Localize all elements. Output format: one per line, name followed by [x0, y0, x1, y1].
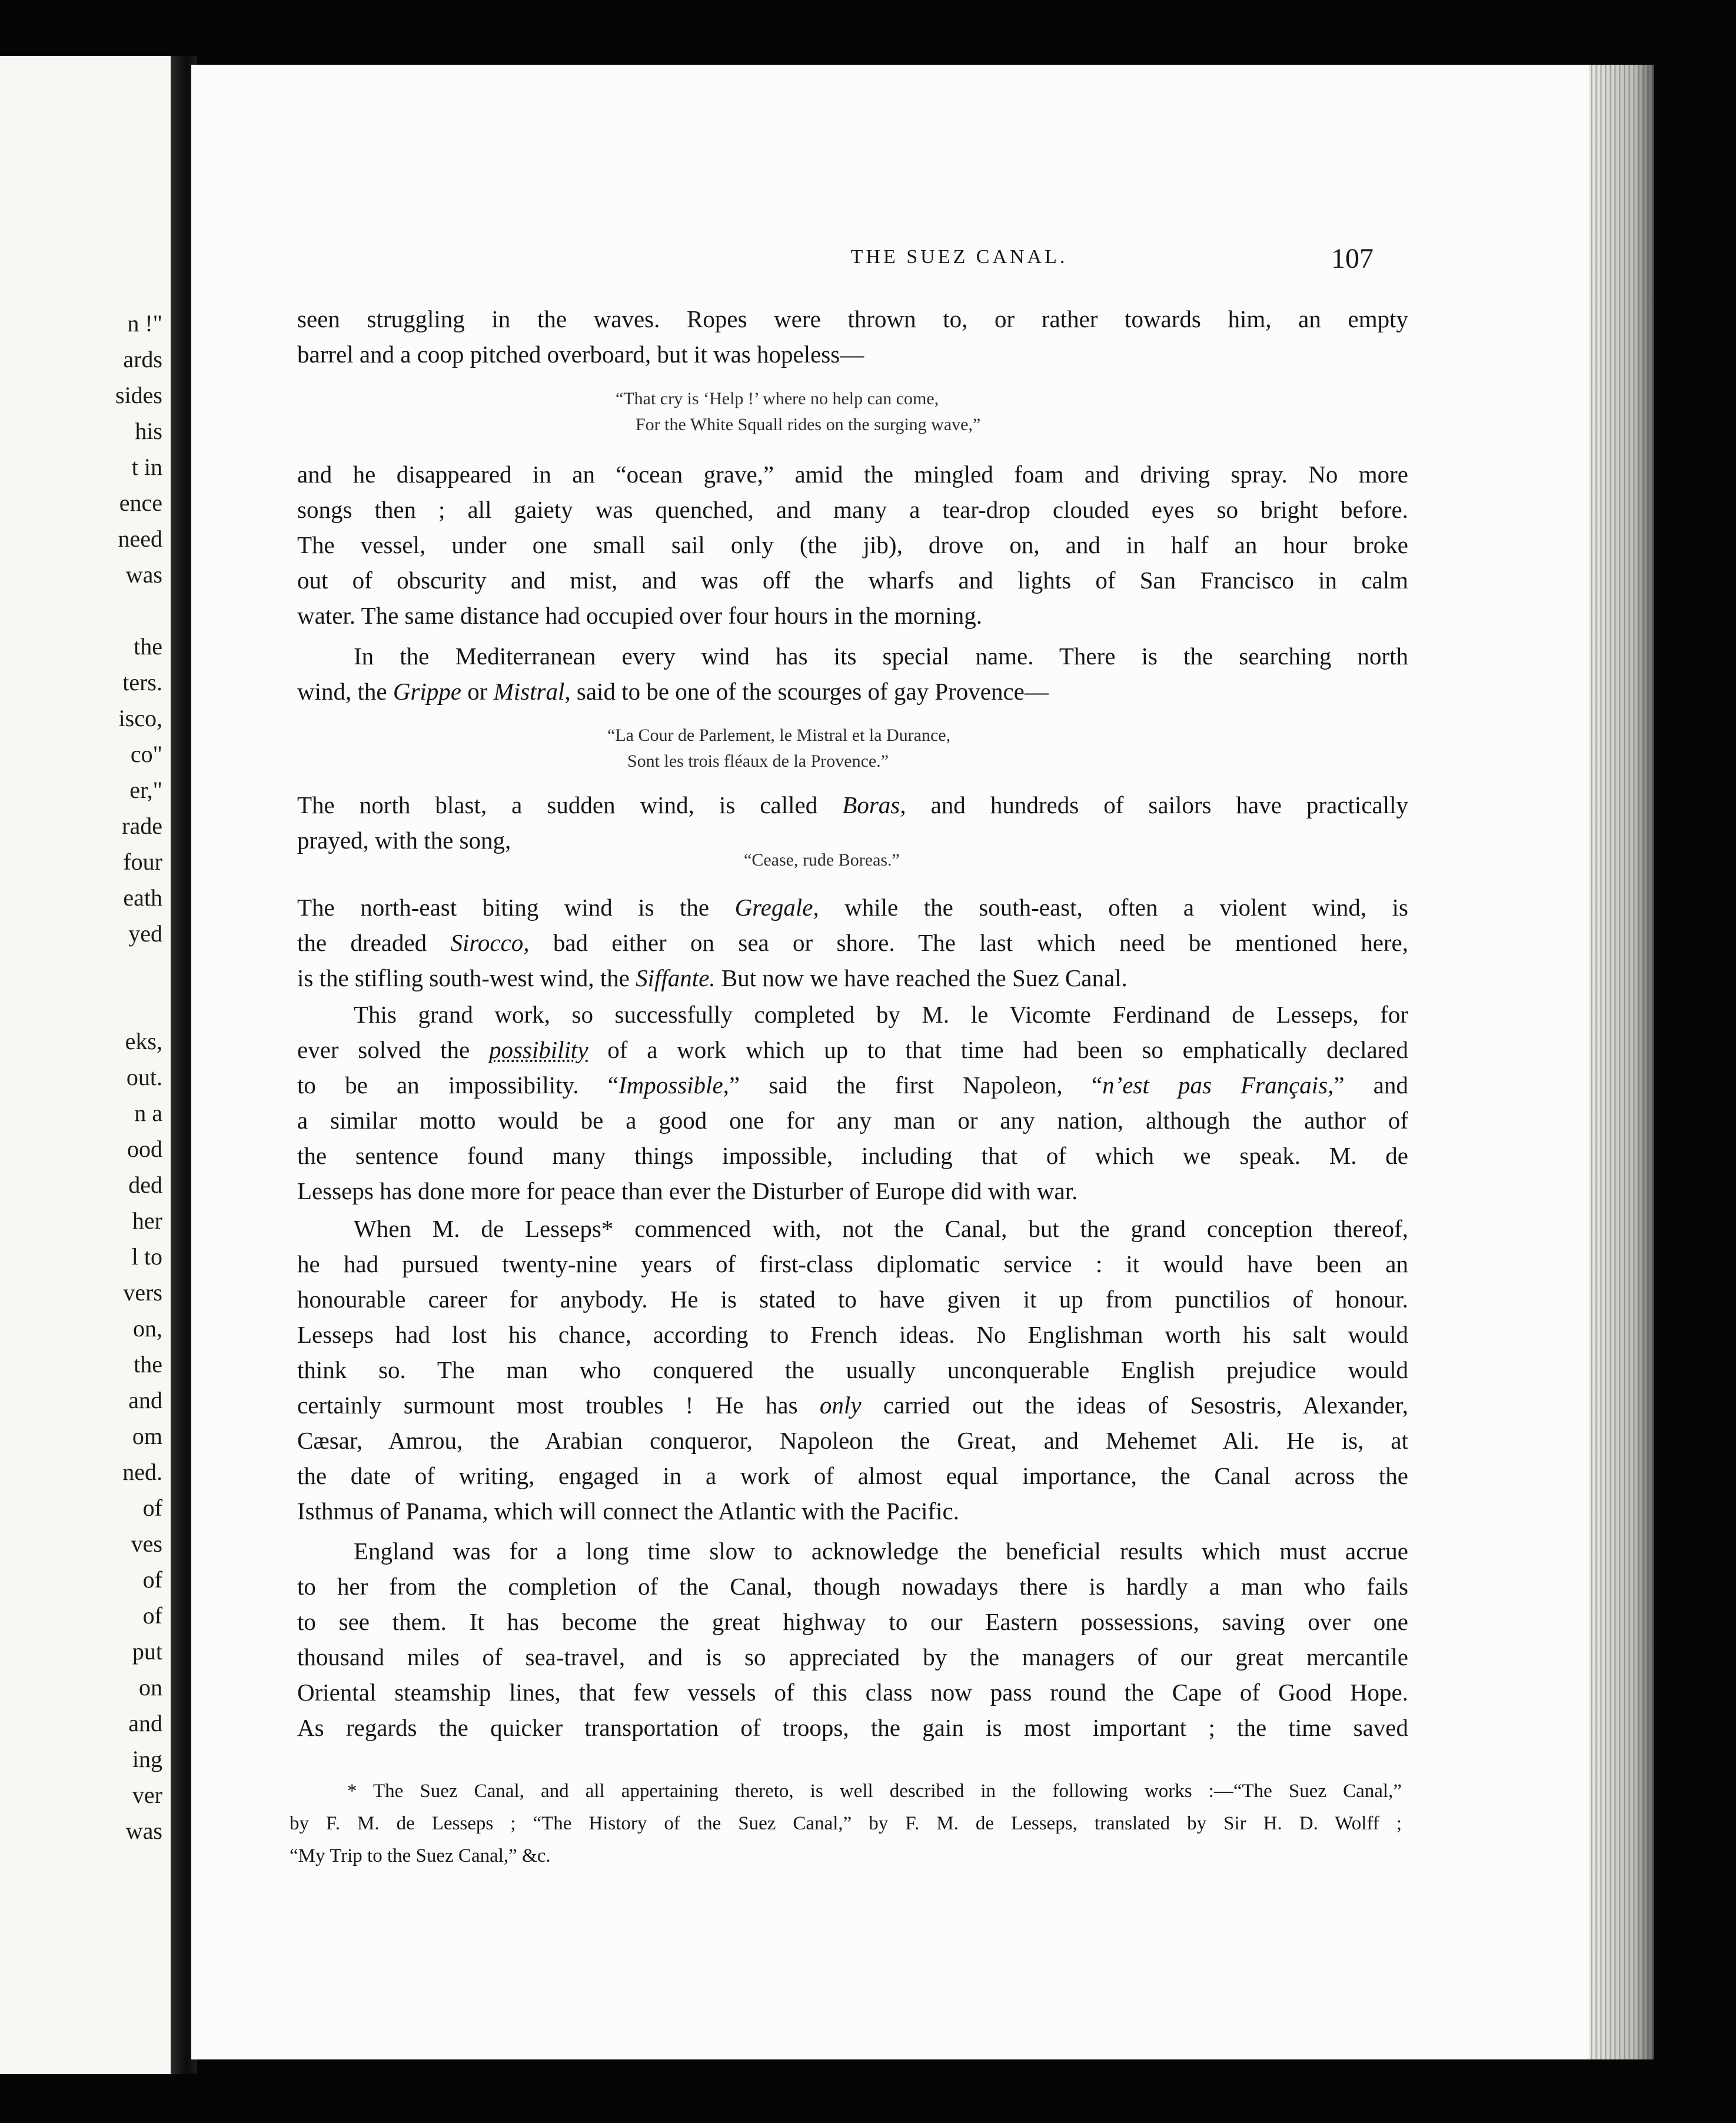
- left-page-fragment: the: [134, 1351, 162, 1377]
- italic-term: Grippe: [393, 678, 461, 705]
- text-run: ever solved the: [297, 1036, 489, 1063]
- text-run: The north blast, a sudden wind, is called: [297, 791, 843, 818]
- text-line: Oriental steamship lines, that few vessels of this class now pass round the Cape of Good Hope.: [297, 1679, 1408, 1706]
- italic-term: Siffante.: [636, 964, 716, 991]
- paragraph-6: [297, 997, 1408, 1209]
- left-page-fragment: of: [142, 1602, 162, 1629]
- left-page-fragment: ded: [128, 1172, 162, 1198]
- left-page-fragment: his: [135, 418, 162, 444]
- left-page-fragment: ards: [123, 346, 162, 372]
- text-line: [297, 890, 1408, 925]
- left-page-fragment: was: [125, 1818, 162, 1844]
- left-page-fragment: ters.: [122, 669, 162, 696]
- left-page-fragment: ver: [132, 1782, 162, 1808]
- text-line: barrel and a coop pitched overboard, but it was hopeless—: [297, 341, 864, 368]
- italic-term: Impossible,: [618, 1072, 729, 1099]
- left-page-fragment: sides: [115, 382, 162, 408]
- left-page-fragment: was: [125, 561, 162, 588]
- text-run: to be an impossibility. “: [297, 1072, 618, 1099]
- left-page-fragment: isco,: [118, 705, 162, 731]
- left-page-fragment: eks,: [125, 1028, 162, 1054]
- footnote-line: “My Trip to the Suez Canal,” &c.: [290, 1845, 551, 1866]
- text-run: or: [461, 678, 494, 705]
- text-line: he had pursued twenty-nine years of first-class diplomatic service : it would have been an: [297, 1250, 1408, 1277]
- text-line: prayed, with the song,: [297, 827, 511, 854]
- left-page-fragment: yed: [128, 920, 162, 947]
- left-page-fragment: ing: [132, 1746, 162, 1772]
- page-number: 107: [1331, 243, 1373, 274]
- text-line: and he disappeared in an “ocean grave,” amid the mingled foam and driving spray. No more: [297, 461, 1408, 488]
- text-line: the sentence found many things impossible, including that of which we speak. M. de: [297, 1142, 1408, 1169]
- text-line: [297, 925, 1408, 960]
- running-head: THE SUEZ CANAL.: [850, 246, 1068, 268]
- left-facing-page: [0, 56, 171, 2074]
- text-run: ” said the first Napoleon, “: [729, 1072, 1103, 1099]
- left-page-fragment: of: [142, 1566, 162, 1593]
- left-page-fragment: the: [134, 633, 162, 660]
- text-line: [297, 1387, 1408, 1423]
- italic-term: possibility: [488, 1036, 588, 1063]
- paragraph-8: [297, 1533, 1408, 1745]
- footnote-line: by F. M. de Lesseps ; “The History of the Suez Canal,” by F. M. de Lesseps, translated by Sir H. D. Wolff ;: [290, 1813, 1402, 1834]
- paragraph-7: [297, 1211, 1408, 1529]
- text-line: a similar motto would be a good one for any man or any nation, although the author of: [297, 1107, 1408, 1134]
- left-page-fragment: on,: [133, 1315, 162, 1342]
- left-page-fragment: put: [132, 1638, 162, 1665]
- paragraph-1: [297, 301, 1408, 372]
- left-page-fragment: rade: [122, 813, 162, 839]
- left-page-fragment: eath: [123, 884, 162, 911]
- left-page-fragment: vers: [123, 1279, 162, 1306]
- text-line: In the Mediterranean every wind has its special name. There is the searching north: [354, 643, 1408, 670]
- left-page-fragment: er,": [129, 777, 162, 803]
- text-run: wind, the: [297, 678, 393, 705]
- text-line: to her from the completion of the Canal, though nowadays there is hardly a man who fails: [297, 1573, 1408, 1600]
- paragraph-2: [297, 457, 1408, 633]
- text-run: certainly surmount most troubles ! He has: [297, 1392, 820, 1419]
- text-line: Isthmus of Panama, which will connect the Atlantic with the Pacific.: [297, 1498, 959, 1525]
- left-page-fragment: four: [123, 848, 162, 875]
- text-line: When M. de Lesseps* commenced with, not the Canal, but the grand conception thereof,: [354, 1215, 1408, 1242]
- text-line: This grand work, so successfully completed by M. le Vicomte Ferdinand de Lesseps, for: [354, 1001, 1408, 1028]
- left-page-fragment: ned.: [122, 1459, 162, 1485]
- text-line: [297, 1067, 1408, 1103]
- text-line: [297, 674, 1408, 709]
- verse-line: For the White Squall rides on the surging wave,”: [636, 415, 981, 434]
- text-run: said to be one of the scourges of gay Provence—: [570, 678, 1049, 705]
- left-page-fragment: n !": [127, 310, 162, 337]
- text-run: while the south-east, often a violent wind, is: [819, 894, 1408, 921]
- text-run: the dreaded: [297, 929, 451, 956]
- text-run: ” and: [1333, 1072, 1408, 1099]
- footnote-line: * The Suez Canal, and all appertaining thereto, is well described in the following works :—“The Suez Canal,”: [347, 1781, 1402, 1802]
- text-line: As regards the quicker transportation of troops, the gain is most important ; the time saved: [297, 1714, 1408, 1741]
- text-run: carried out the ideas of Sesostris, Alexander,: [861, 1392, 1408, 1419]
- text-run: and hundreds of sailors have practically: [906, 791, 1408, 818]
- text-line: The vessel, under one small sail only (the jib), drove on, and in half an hour broke: [297, 531, 1408, 558]
- left-page-fragment: and: [128, 1387, 162, 1413]
- left-page-fragment: co": [130, 741, 162, 767]
- paragraph-3: [297, 638, 1408, 709]
- text-line: Lesseps has done more for peace than ever the Disturber of Europe did with war.: [297, 1177, 1078, 1204]
- left-page-fragment: ood: [127, 1136, 162, 1162]
- left-page-fragment: ence: [119, 490, 162, 516]
- left-page-fragment: her: [132, 1207, 162, 1234]
- left-page-fragment: om: [132, 1423, 162, 1449]
- text-run: of a work which up to that time had been so emphatically declared: [588, 1036, 1409, 1063]
- text-line: England was for a long time slow to acknowledge the beneficial results which must accrue: [354, 1538, 1408, 1565]
- text-run: bad either on sea or shore. The last which need be mentioned here,: [529, 929, 1409, 956]
- italic-term: Sirocco,: [450, 929, 530, 956]
- left-page-fragment: on: [139, 1674, 162, 1701]
- text-line: Lesseps had lost his chance, according to French ideas. No Englishman worth his salt would: [297, 1321, 1408, 1348]
- text-line: think so. The man who conquered the usually unconquerable English prejudice would: [297, 1356, 1408, 1383]
- verse-quote-2: [607, 723, 950, 774]
- left-page-fragment: t in: [131, 454, 162, 480]
- text-line: songs then ; all gaiety was quenched, and many a tear-drop clouded eyes so bright before.: [297, 496, 1408, 523]
- italic-term: Mistral,: [493, 678, 571, 705]
- italic-term: only: [819, 1392, 862, 1419]
- left-page-fragment: out.: [126, 1064, 162, 1090]
- text-line: the date of writing, engaged in a work of almost equal importance, the Canal across the: [297, 1462, 1408, 1489]
- paragraph-5: [297, 890, 1408, 996]
- text-line: [297, 787, 1408, 823]
- left-page-fragment: ves: [131, 1530, 162, 1557]
- text-line: water. The same distance had occupied over four hours in the morning.: [297, 602, 982, 629]
- footnote: [290, 1775, 1402, 1872]
- verse-line: “La Cour de Parlement, le Mistral et la Durance,: [607, 726, 951, 745]
- left-page-fragment: n a: [134, 1100, 162, 1126]
- verse-quote-1: [616, 386, 980, 438]
- left-page-fragment: need: [118, 525, 162, 552]
- page-edge-stack: [1589, 65, 1654, 2059]
- text-run: is the stifling south-west wind, the: [297, 964, 636, 991]
- italic-term: Boras,: [842, 791, 906, 818]
- verse-line: “That cry is ‘Help !’ where no help can come,: [616, 389, 939, 408]
- left-page-fragment: and: [128, 1710, 162, 1736]
- verse-quote-3: “Cease, rude Boreas.”: [744, 850, 900, 870]
- text-line: Cæsar, Amrou, the Arabian conqueror, Napoleon the Great, and Mehemet Ali. He is, at: [297, 1427, 1408, 1454]
- text-line: out of obscurity and mist, and was off the wharfs and lights of San Francisco in calm: [297, 567, 1408, 594]
- text-run: But now we have reached the Suez Canal.: [715, 964, 1128, 991]
- left-page-fragment: of: [142, 1495, 162, 1521]
- text-line: honourable career for anybody. He is stated to have given it up from punctilios of honour.: [297, 1286, 1408, 1313]
- italic-term: n’est pas Français,: [1102, 1072, 1334, 1099]
- text-line: thousand miles of sea-travel, and is so appreciated by the managers of our great mercantile: [297, 1643, 1408, 1671]
- text-line: seen struggling in the waves. Ropes were thrown to, or rather towards him, an empty: [297, 305, 1408, 332]
- text-line: [297, 1032, 1408, 1067]
- verse-line: Sont les trois fléaux de la Provence.”: [627, 751, 889, 771]
- text-run: The north-east biting wind is the: [297, 894, 735, 921]
- text-line: to see them. It has become the great highway to our Eastern possessions, saving over one: [297, 1608, 1408, 1635]
- text-line: [297, 960, 1408, 996]
- italic-term: Gregale,: [734, 894, 819, 921]
- left-page-fragment: l to: [131, 1243, 162, 1270]
